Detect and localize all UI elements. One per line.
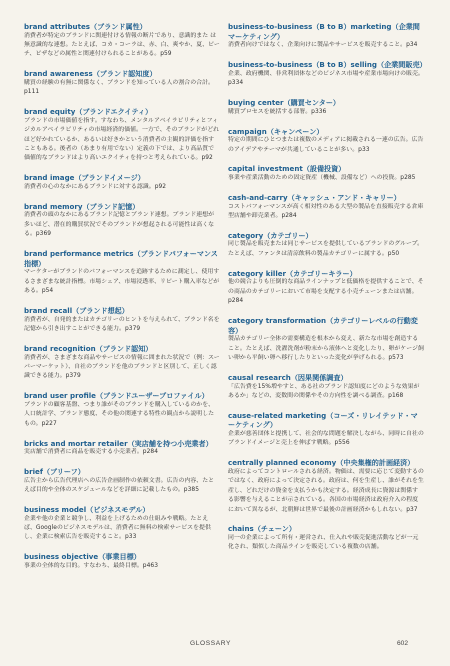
- glossary-definition: 購買プロセスを統括する部署。p336: [228, 108, 327, 115]
- glossary-term: cause-related marketing（コーズ・リレイテッド・マーケティング）: [228, 410, 418, 430]
- glossary-entry: [228, 127, 424, 155]
- glossary-definition: 消費者の心のなかにあるブランドに対する認識。p92: [24, 183, 167, 190]
- glossary-entry: [24, 306, 220, 334]
- glossary-entry: [24, 505, 220, 543]
- glossary-entry: [24, 202, 220, 240]
- glossary-entry: [24, 391, 220, 429]
- glossary-entry: [228, 164, 424, 183]
- glossary-entry: [24, 467, 220, 495]
- glossary-definition: 特定の期間にひとつまたは複数のメディアに掲載される一連の広告。広告のアイデアやテーマが共通していることが多い。p33: [228, 137, 424, 153]
- glossary-term: business objective（事業目標）: [24, 552, 141, 562]
- glossary-entry: [228, 60, 427, 88]
- glossary-definition: マーケターがブランドのパフォーマンスを追跡するために測定し、使用するさまざまな統計指標。市場シェア、市場浸透率、リピート購入率などがある。p54: [24, 269, 220, 295]
- glossary-term: brand recognition（ブランド認知）: [24, 343, 153, 353]
- glossary-definition: 広告主から広告代理店への広告企画制作の依頼文書。広告の内容、たとえば目的や全体のスケジュールなどを詳細に記載したもの。p385: [24, 477, 215, 494]
- glossary-entry: [228, 458, 424, 515]
- glossary-term: causal research（因果関係調査）: [228, 372, 348, 382]
- glossary-entry: [228, 373, 424, 401]
- glossary-entry: [228, 316, 424, 363]
- glossary-definition: 企業や他の企業と競争し、利益を上げるための仕組みや戦略。たとえば、Googleのビジネスモデルは、消費者に無料の検索サービスを提供し、企業に検索広告を販売すること。p33: [24, 515, 211, 541]
- glossary-definition: 製品カテゴリー全体の需要構造を根本から変え、新たな市場を創造すること。たとえば、洗濯洗剤が粉末から液体へと変化したり、卵がケージ飼い卵から平飼い卵へ移行したりといった変化が挙げられる。p573: [228, 336, 424, 362]
- glossary-term: business model（ビジネスモデル）: [24, 505, 150, 514]
- glossary-definition: 「広告費を15%増やすと、ある社のブランド認知度にどのような効果があるか」などの、変数間の関係やその方向性を調べる調査。p168: [228, 383, 420, 399]
- glossary-definition: 同一の企業によって所有・運営され、仕入れや販売促進活動などが一元化され、類似した商品ラインを販売している複数の店舗。: [228, 535, 419, 551]
- glossary-entry: [228, 524, 424, 552]
- glossary-entry: [24, 107, 220, 164]
- glossary-term: capital investment（設備投資）: [228, 164, 346, 174]
- glossary-term: business-to-business（B to B）marketing（企業間マーケティング）: [228, 22, 420, 41]
- glossary-term: brand recall（ブランド想起）: [24, 306, 129, 316]
- glossary-term: brand awareness（ブランド認知度）: [24, 69, 157, 79]
- glossary-term: brand image（ブランドイメージ）: [24, 173, 145, 183]
- glossary-term: brand performance metrics（ブランドパフォーマンス指標）: [24, 249, 218, 268]
- glossary-definition: 消費者が、さまざまな商品やサービスの情報に囲まれた状況で（例：スーパーマーケット）、自社のブランドを他のブランドと区別して、正しく認識できる能力。p379: [24, 354, 220, 380]
- glossary-definition: 購買の経験の有無に関係なく、ブランドを知っている人の割合の合計。p111: [24, 79, 214, 96]
- glossary-term: centrally planned economy（中央集権的計画経済）: [228, 458, 415, 468]
- glossary-entry: [228, 98, 424, 117]
- glossary-term: category（カテゴリー）: [228, 230, 313, 240]
- glossary-column-right: [228, 22, 427, 562]
- glossary-definition: 企業、政府機関、非営利団体などのビジネス市場や産業市場向けの販売。p334: [228, 70, 424, 87]
- glossary-column-left: [24, 22, 220, 581]
- glossary-entry: [228, 193, 424, 221]
- glossary-term: brand equity（ブランドエクイティ）: [24, 107, 153, 117]
- glossary-term: campaign（キャンペーン）: [228, 126, 324, 136]
- glossary-entry: [24, 249, 220, 296]
- glossary-definition: 実店舗で消費者に商品を販売する小売業者。p284: [24, 449, 158, 456]
- glossary-definition: 消費者が特定のブランドに関連付ける情報の断片であり、意識的また は無意識的な連想。たとえば、コカ・コーラは、赤、白、爽やか、夏、ピーチ、ピザなどの属性と関連付けられることがある。p59: [24, 32, 220, 58]
- glossary-definition: 消費者の頭のなかにあるブランド記憶とブランド連想。ブランド連想が多いほど、潜在的購買状況でそのブランドが想起される可能性は高くなる。p369: [24, 212, 215, 238]
- glossary-term: chains（チェーン）: [228, 524, 296, 534]
- glossary-term: brief（ブリーフ）: [24, 467, 85, 477]
- glossary-definition: 消費者向けではなく、企業向けに製品やサービスを販売すること。p34: [228, 42, 418, 49]
- glossary-definition: ブランドの顧客基盤、つまり誰がそのブランドを購入しているのかを、人口統計学、ブランド態度、その他の関連する特性の観点から説明したもの。p227: [24, 401, 215, 427]
- glossary-term: category killer（カテゴリーキラー）: [228, 268, 357, 278]
- glossary-definition: 企業が慈善団体と提携して、社会的な問題を解決しながら、同時に自社のブランドイメージと売上を伸ばす戦略。p556: [228, 431, 424, 447]
- glossary-entry: [24, 439, 220, 458]
- glossary-definition: 消費者が、自発的またはカテゴリーのヒントを与えられて、ブランド名を記憶から引き出すことができる能力。p379: [24, 316, 220, 333]
- page-number: 602: [397, 640, 409, 647]
- glossary-entry: [24, 344, 220, 382]
- glossary-term: cash-and-carry（キャッシュ・アンド・キャリー）: [228, 192, 401, 202]
- glossary-definition: 他の競合よりも圧倒的な商品ラインナップと低価格を提供することで、その商品のカテゴリーにおいて市場を支配する小売チェーンまたは店舗。p284: [228, 279, 424, 305]
- glossary-term: bricks and mortar retailer（実店舗を持つ小売業者）: [24, 438, 213, 448]
- glossary-entry: [228, 231, 424, 259]
- glossary-entry: [228, 22, 424, 51]
- glossary-definition: 事業や産業活動のための固定資産（機械、設備など）への投資。p285: [228, 175, 416, 181]
- glossary-term: brand memory（ブランド記憶）: [24, 201, 140, 211]
- glossary-definition: 同じ製品を販売または同じサービスを提供しているブランドのグループ。たとえば、ファンタは清涼飲料の製品カテゴリーに属する。p50: [228, 241, 424, 257]
- glossary-entry: [24, 552, 220, 571]
- glossary-definition: ブランドの市場価値を指す。すなわち、メンタルアベイラビリティとフィジカルアベイラビリティの市場経済的価値。一方で、そのブランドがどれほど好かれているか、あるいは好きかという消費者の主観的評価を指すこともある。後者の（あまり有用でない）定義の下では、より高品質で価値的なブランドはより高いエクイティを持つと考えられている。p92: [24, 117, 220, 162]
- glossary-entry: [24, 22, 220, 60]
- glossary-entry: [228, 411, 424, 449]
- glossary-term: brand attributes（ブランド属性）: [24, 22, 147, 31]
- glossary-entry: [24, 69, 220, 97]
- glossary-term: category transformation（カテゴリーレベルの行動変容）: [228, 316, 418, 335]
- glossary-definition: コストパフォーマンスが高く相対性のある大型の製品を直接販売する倉庫型店舗や卸売業者。p284: [228, 203, 424, 219]
- glossary-definition: 政府によってコントロールされる経済。物価は、需要に応じて変動するのではなく、政府によって決定される。政府は、何を生産し、誰がそれを生産し、どれだけの資金を支払うかも決定する。経済成長に資源は関係する影響を与えることが示されている。各国の市場経済は政府介入の程度において異なるが、北朝鮮は世界で最後の計画経済かもしれない。p37: [228, 468, 424, 513]
- glossary-term: brand user profile（ブランドユーザープロファイル）: [24, 391, 209, 401]
- glossary-entry: [228, 269, 424, 307]
- footer-section-label: GLOSSARY: [190, 640, 231, 647]
- glossary-term: buying center（購買センター）: [228, 98, 341, 107]
- glossary-term: business-to-business（B to B）selling（企業間販売）: [228, 60, 427, 70]
- glossary-entry: [24, 173, 220, 192]
- glossary-definition: 事業の全体的な目的。すなわち、最終目標。p463: [24, 562, 158, 569]
